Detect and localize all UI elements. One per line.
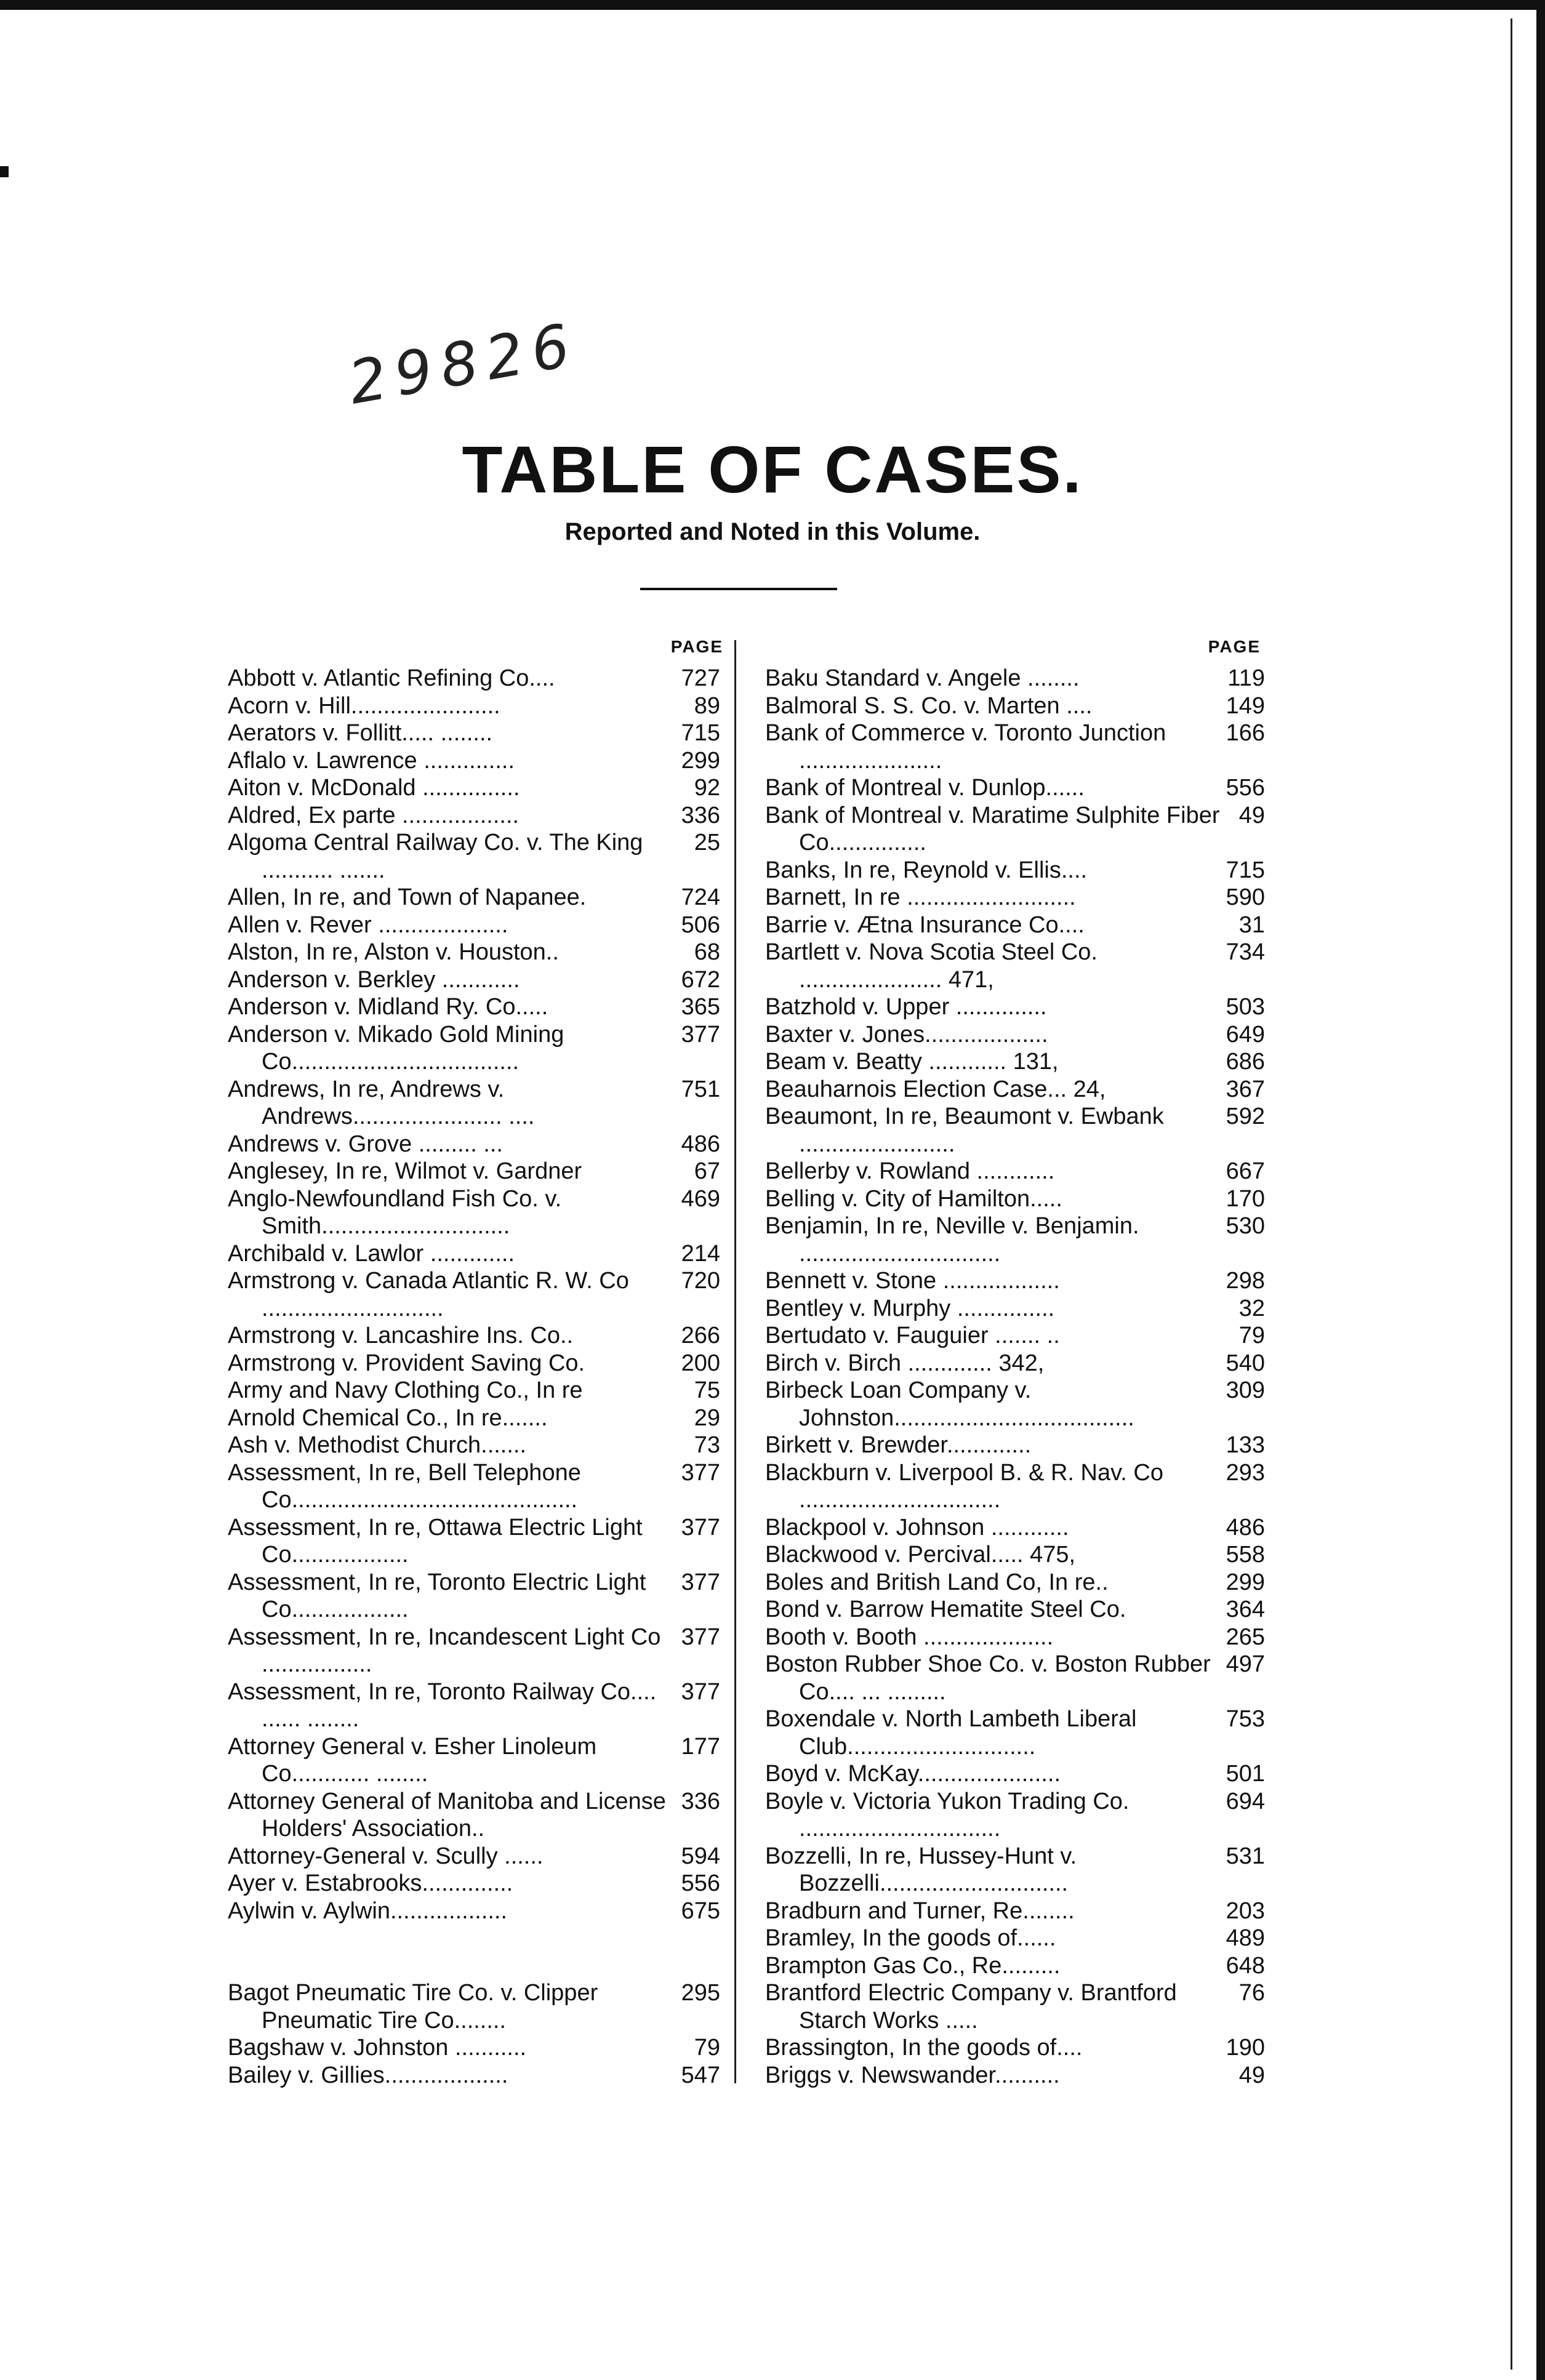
case-page-number: 133 <box>1220 1432 1265 1459</box>
case-entry <box>228 1979 720 2034</box>
case-entry <box>765 1076 1265 1104</box>
scan-edge-mark <box>0 166 9 177</box>
case-entry <box>765 1377 1265 1432</box>
case-page-number: 166 <box>1220 719 1265 747</box>
case-page-number: 336 <box>675 1788 720 1816</box>
page-header-right: PAGE <box>1208 637 1261 656</box>
page-subtitle: Reported and Noted in this Volume. <box>564 518 981 545</box>
case-name: Boyd v. McKay...................... <box>765 1761 1061 1787</box>
case-entry <box>228 1377 720 1404</box>
column-divider <box>734 640 736 2083</box>
case-page-number: 67 <box>688 1158 720 1185</box>
case-entry <box>765 692 1265 720</box>
case-name: Armstrong v. Lancashire Ins. Co.. <box>228 1323 574 1348</box>
case-page-number: 265 <box>1220 1624 1265 1651</box>
case-entry <box>228 1678 720 1733</box>
case-page-number: 309 <box>1220 1377 1265 1404</box>
case-entry <box>765 1760 1265 1788</box>
case-page-number: 367 <box>1220 1076 1265 1104</box>
case-page-number: 558 <box>1220 1541 1265 1569</box>
case-entry <box>765 1048 1265 1076</box>
case-name: Boles and British Land Co, In re.. <box>765 1569 1109 1595</box>
case-entry <box>228 1350 720 1377</box>
case-name: Allen v. Rever .................... <box>228 912 508 938</box>
case-entry <box>228 1870 720 1897</box>
case-page-number: 501 <box>1220 1760 1265 1788</box>
case-entry <box>228 912 720 939</box>
case-entry <box>765 1350 1265 1377</box>
case-page-number: 649 <box>1220 1021 1265 1049</box>
case-page-number: 503 <box>1220 993 1265 1021</box>
case-name: Batzhold v. Upper .............. <box>765 994 1047 1020</box>
case-entry <box>765 1158 1265 1185</box>
case-name: Bentley v. Murphy ............... <box>765 1295 1055 1321</box>
page-title: TABLE OF CASES. <box>462 432 1083 507</box>
case-name: Bozzelli, In re, Hussey-Hunt v. Bozzelli............................. <box>765 1843 1077 1896</box>
case-name: Assessment, In re, Incandescent Light Co ................. <box>228 1624 661 1677</box>
case-name: Army and Navy Clothing Co., In re <box>228 1377 583 1403</box>
case-name: Bradburn and Turner, Re........ <box>765 1897 1075 1924</box>
case-name: Bank of Montreal v. Dunlop...... <box>765 775 1085 801</box>
case-entry <box>765 1021 1265 1049</box>
case-name: Ash v. Methodist Church....... <box>228 1432 527 1458</box>
case-name: Blackpool v. Johnson ............ <box>765 1514 1069 1541</box>
case-page-number: 734 <box>1220 939 1265 966</box>
case-page-number: 299 <box>1220 1569 1265 1597</box>
case-page-number: 556 <box>675 1870 720 1897</box>
case-entry <box>765 1952 1265 1980</box>
case-page-number: 531 <box>1220 1843 1265 1870</box>
case-page-number: 190 <box>1220 2034 1265 2062</box>
case-page-number: 715 <box>1220 857 1265 884</box>
case-page-number: 497 <box>1220 1651 1265 1678</box>
case-entry <box>765 719 1265 774</box>
case-page-number: 92 <box>688 774 720 802</box>
case-entry <box>228 1788 720 1843</box>
case-name: Bank of Commerce v. Toronto Junction ...................... <box>765 720 1166 774</box>
case-name: Attorney-General v. Scully ...... <box>228 1843 544 1869</box>
handwritten-number: 29826 <box>343 310 584 418</box>
case-page-number: 727 <box>675 665 720 692</box>
case-page-number: 377 <box>675 1021 720 1049</box>
scan-border-right <box>1536 0 1545 2380</box>
case-name: Bertudato v. Fauguier ....... .. <box>765 1323 1060 1348</box>
case-page-number: 540 <box>1220 1350 1265 1377</box>
case-entry <box>228 719 720 747</box>
case-page-number: 75 <box>688 1377 720 1404</box>
case-name: Assessment, In re, Toronto Railway Co.... ...... ........ <box>228 1678 657 1732</box>
case-page-number: 590 <box>1220 884 1265 912</box>
case-name: Ayer v. Estabrooks.............. <box>228 1870 513 1896</box>
case-page-number: 89 <box>688 692 720 720</box>
case-page-number: 469 <box>675 1185 720 1213</box>
case-entry <box>765 1596 1265 1624</box>
case-entry <box>228 1569 720 1624</box>
scan-border-top <box>0 0 1545 10</box>
case-name: Brassington, In the goods of.... <box>765 2035 1083 2061</box>
case-name: Anderson v. Mikado Gold Mining Co................................... <box>228 1021 564 1075</box>
case-entry <box>765 939 1265 993</box>
case-entry <box>228 1131 720 1158</box>
case-entry <box>228 1076 720 1131</box>
case-name: Beam v. Beatty ............ 131, <box>765 1049 1059 1075</box>
case-name: Algoma Central Railway Co. v. The King ........... ....... <box>228 830 643 883</box>
case-name: Bellerby v. Rowland ............ <box>765 1158 1055 1184</box>
case-name: Beaumont, In re, Beaumont v. Ewbank ........................ <box>765 1104 1164 1157</box>
case-name: Boyle v. Victoria Yukon Trading Co. ............................... <box>765 1788 1130 1841</box>
case-page-number: 203 <box>1220 1897 1265 1925</box>
case-entry <box>765 1843 1265 1897</box>
case-entry <box>228 966 720 994</box>
case-name: Blackburn v. Liverpool B. & R. Nav. Co ............................... <box>765 1459 1163 1513</box>
case-page-number: 76 <box>1233 1979 1265 2007</box>
case-name: Bartlett v. Nova Scotia Steel Co. ...................... 471, <box>765 939 1098 993</box>
case-name: Armstrong v. Canada Atlantic R. W. Co ............................ <box>228 1268 629 1321</box>
case-name: Booth v. Booth .................... <box>765 1624 1054 1650</box>
case-entry <box>765 1569 1265 1597</box>
case-name: Aylwin v. Aylwin.................. <box>228 1897 508 1924</box>
case-page-number: 365 <box>675 993 720 1021</box>
case-entry <box>765 1705 1265 1760</box>
case-name: Assessment, In re, Toronto Electric Light Co.................. <box>228 1569 646 1622</box>
case-entry <box>765 1925 1265 1952</box>
case-entry <box>765 1651 1265 1705</box>
case-entry <box>765 1788 1265 1843</box>
case-page-number: 177 <box>675 1733 720 1761</box>
case-entry <box>765 1459 1265 1514</box>
case-page-number: 293 <box>1220 1459 1265 1487</box>
case-entry <box>228 1021 720 1076</box>
case-name: Bank of Montreal v. Maratime Sulphite Fiber Co............... <box>765 802 1220 855</box>
case-page-number: 336 <box>675 802 720 830</box>
case-page-number: 556 <box>1220 774 1265 802</box>
case-entry <box>228 747 720 775</box>
case-name: Barrie v. Ætna Insurance Co.... <box>765 912 1085 938</box>
case-name: Beauharnois Election Case... 24, <box>765 1076 1106 1102</box>
case-page-number: 170 <box>1220 1185 1265 1213</box>
case-name: Brampton Gas Co., Re......... <box>765 1952 1061 1979</box>
case-page-number: 720 <box>675 1267 720 1295</box>
case-page-number: 377 <box>675 1624 720 1651</box>
case-page-number: 530 <box>1220 1212 1265 1240</box>
case-page-number: 49 <box>1233 2062 1265 2090</box>
case-name: Andrews v. Grove ......... ... <box>228 1131 503 1157</box>
case-page-number: 79 <box>1233 1322 1265 1350</box>
case-name: Anglo-Newfoundland Fish Co. v. Smith............................. <box>228 1185 562 1239</box>
case-name: Alston, In re, Alston v. Houston.. <box>228 939 559 965</box>
case-page-number: 295 <box>675 1979 720 2007</box>
case-entry <box>228 1322 720 1350</box>
case-entry <box>228 1514 720 1569</box>
case-entry <box>228 1733 720 1788</box>
case-page-number: 592 <box>1220 1103 1265 1131</box>
case-name: Assessment, In re, Ottawa Electric Light Co.................. <box>228 1514 643 1568</box>
case-page-number: 547 <box>675 2062 720 2090</box>
case-entry <box>228 1459 720 1514</box>
case-page-number: 79 <box>688 2034 720 2062</box>
case-page-number: 715 <box>675 719 720 747</box>
case-name: Allen, In re, and Town of Napanee. <box>228 884 587 910</box>
case-entry <box>765 2062 1265 2090</box>
case-entry <box>765 1267 1265 1295</box>
case-entry <box>765 1322 1265 1350</box>
case-entry <box>765 1212 1265 1267</box>
case-page-number: 751 <box>675 1076 720 1104</box>
case-name: Anglesey, In re, Wilmot v. Gardner <box>228 1158 582 1184</box>
case-name: Brantford Electric Company v. Brantford Starch Works ..... <box>765 1980 1177 2033</box>
case-name: Aerators v. Follitt..... ........ <box>228 720 493 746</box>
case-entry <box>228 1624 720 1678</box>
case-page-number: 214 <box>675 1240 720 1268</box>
case-page-number: 299 <box>675 747 720 775</box>
title-rule <box>640 588 837 590</box>
case-entry <box>765 1103 1265 1158</box>
case-entry <box>765 774 1265 802</box>
scan-border-right-inner <box>1511 18 1512 2370</box>
page-header-left: PAGE <box>670 637 723 656</box>
case-entry <box>765 1295 1265 1323</box>
case-page-number: 25 <box>688 829 720 857</box>
case-entry <box>228 692 720 720</box>
case-name: Anderson v. Berkley ............ <box>228 966 520 993</box>
case-page-number: 266 <box>675 1322 720 1350</box>
case-page-number: 377 <box>675 1569 720 1597</box>
case-name: Briggs v. Newswander.......... <box>765 2062 1060 2088</box>
case-name: Aldred, Ex parte .................. <box>228 802 520 828</box>
case-name: Archibald v. Lawlor ............. <box>228 1240 515 1267</box>
case-entry <box>228 884 720 912</box>
case-entry <box>765 857 1265 884</box>
case-page-number: 31 <box>1233 912 1265 939</box>
case-entry <box>228 1267 720 1322</box>
case-name: Bramley, In the goods of...... <box>765 1925 1056 1951</box>
case-page-number: 506 <box>675 912 720 939</box>
case-entry <box>228 1432 720 1459</box>
case-name: Andrews, In re, Andrews v. Andrews....................... .... <box>228 1076 535 1129</box>
case-entry <box>765 1185 1265 1213</box>
case-name: Blackwood v. Percival..... 475, <box>765 1542 1076 1568</box>
case-entry <box>765 802 1265 857</box>
case-entry <box>228 2034 720 2062</box>
case-entry <box>765 1897 1265 1925</box>
case-name: Assessment, In re, Bell Telephone Co............................................ <box>228 1459 581 1513</box>
case-entry <box>228 829 720 884</box>
cases-column-right <box>765 665 1265 2089</box>
case-page-number: 686 <box>1220 1048 1265 1076</box>
case-name: Balmoral S. S. Co. v. Marten .... <box>765 692 1093 719</box>
case-name: Barnett, In re .......................... <box>765 884 1076 910</box>
case-name: Attorney General of Manitoba and License Holders' Association.. <box>228 1788 666 1841</box>
case-page-number: 486 <box>1220 1514 1265 1542</box>
cases-column-left <box>228 665 720 2089</box>
case-name: Arnold Chemical Co., In re....... <box>228 1404 548 1431</box>
case-entry <box>228 939 720 966</box>
case-entry <box>228 993 720 1021</box>
case-page-number: 119 <box>1221 665 1265 692</box>
case-entry <box>228 1404 720 1432</box>
case-page-number: 648 <box>1220 1952 1265 1980</box>
case-page-number: 694 <box>1220 1788 1265 1816</box>
case-entry <box>228 1843 720 1870</box>
case-page-number: 667 <box>1220 1158 1265 1185</box>
case-entry <box>765 1432 1265 1459</box>
case-name: Boston Rubber Shoe Co. v. Boston Rubber Co.... ... ......... <box>765 1651 1211 1705</box>
case-page-number: 724 <box>675 884 720 912</box>
case-entry <box>765 665 1265 692</box>
case-name: Bagshaw v. Johnston ........... <box>228 2035 527 2061</box>
case-page-number: 73 <box>688 1432 720 1459</box>
case-page-number: 364 <box>1220 1596 1265 1624</box>
case-name: Birch v. Birch ............. 342, <box>765 1350 1045 1376</box>
case-entry <box>228 1240 720 1268</box>
case-entry <box>228 1185 720 1240</box>
case-name: Attorney General v. Esher Linoleum Co............ ........ <box>228 1733 597 1787</box>
case-page-number: 594 <box>675 1843 720 1870</box>
case-name: Baxter v. Jones................... <box>765 1021 1048 1048</box>
case-entry <box>765 884 1265 912</box>
case-page-number: 68 <box>688 939 720 966</box>
case-page-number: 377 <box>675 1514 720 1542</box>
case-name: Banks, In re, Reynold v. Ellis.... <box>765 857 1088 883</box>
case-entry <box>765 1541 1265 1569</box>
case-name: Benjamin, In re, Neville v. Benjamin. ............................... <box>765 1213 1139 1267</box>
case-entry <box>228 774 720 802</box>
case-name: Birkett v. Brewder............. <box>765 1432 1032 1458</box>
case-name: Abbott v. Atlantic Refining Co.... <box>228 665 555 691</box>
case-page-number: 753 <box>1220 1705 1265 1733</box>
case-name: Bond v. Barrow Hematite Steel Co. <box>765 1597 1126 1622</box>
case-page-number: 675 <box>675 1897 720 1925</box>
case-page-number: 672 <box>675 966 720 994</box>
case-name: Aflalo v. Lawrence .............. <box>228 747 515 774</box>
case-name: Anderson v. Midland Ry. Co..... <box>228 994 548 1020</box>
case-name: Belling v. City of Hamilton..... <box>765 1185 1062 1212</box>
case-name: Birbeck Loan Company v. Johnston..................................... <box>765 1377 1134 1431</box>
case-page-number: 49 <box>1233 802 1265 830</box>
case-name: Bagot Pneumatic Tire Co. v. Clipper Pneumatic Tire Co........ <box>228 1980 598 2033</box>
case-name: Boxendale v. North Lambeth Liberal Club............................. <box>765 1706 1137 1760</box>
case-entry <box>765 1514 1265 1542</box>
case-page-number: 486 <box>675 1131 720 1158</box>
case-name: Bennett v. Stone .................. <box>765 1268 1060 1294</box>
case-page-number: 377 <box>675 1678 720 1706</box>
case-name: Aiton v. McDonald ............... <box>228 775 520 801</box>
case-entry <box>765 912 1265 939</box>
case-page-number: 29 <box>688 1404 720 1432</box>
case-entry <box>765 1624 1265 1651</box>
case-entry <box>765 1979 1265 2034</box>
case-name: Armstrong v. Provident Saving Co. <box>228 1350 585 1376</box>
case-entry <box>228 665 720 692</box>
case-page-number: 200 <box>675 1350 720 1377</box>
case-page-number: 298 <box>1220 1267 1265 1295</box>
case-page-number: 489 <box>1220 1925 1265 1952</box>
case-page-number: 377 <box>675 1459 720 1487</box>
case-page-number: 32 <box>1233 1295 1265 1323</box>
case-entry <box>228 1897 720 1925</box>
case-page-number: 149 <box>1220 692 1265 720</box>
case-entry <box>228 802 720 830</box>
case-entry <box>765 2034 1265 2062</box>
case-entry <box>765 993 1265 1021</box>
case-name: Acorn v. Hill....................... <box>228 692 500 719</box>
case-name: Baku Standard v. Angele ........ <box>765 665 1080 691</box>
case-entry <box>228 2062 720 2090</box>
case-name: Bailey v. Gillies................... <box>228 2062 508 2088</box>
case-entry <box>228 1158 720 1185</box>
